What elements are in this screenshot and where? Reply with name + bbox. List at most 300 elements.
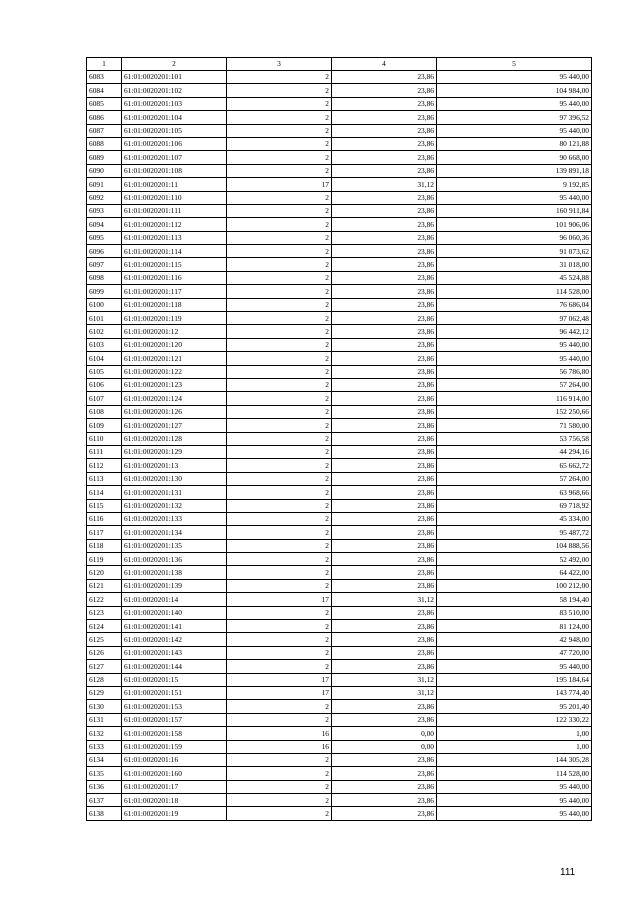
group-cell: 2 (227, 753, 332, 766)
table-row (87, 686, 592, 699)
value-cell: 58 194,40 (437, 593, 592, 606)
rate-cell: 23,86 (332, 151, 437, 164)
rate-cell: 23,86 (332, 713, 437, 726)
value-cell: 69 718,92 (437, 499, 592, 512)
table-row (87, 593, 592, 606)
rate-cell: 23,86 (332, 526, 437, 539)
group-cell: 2 (227, 365, 332, 378)
value-cell: 160 911,84 (437, 204, 592, 217)
value-cell: 95 440,00 (437, 124, 592, 137)
value-cell: 114 528,00 (437, 285, 592, 298)
row-number-cell: 6132 (87, 727, 122, 740)
rate-cell: 23,86 (332, 539, 437, 552)
row-number-cell: 6099 (87, 285, 122, 298)
value-cell: 64 422,00 (437, 566, 592, 579)
cadastral-number-cell: 61:01:0020201:14 (122, 593, 227, 606)
table-row (87, 258, 592, 271)
table-row (87, 700, 592, 713)
cadastral-number-cell: 61:01:0020201:142 (122, 633, 227, 646)
row-number-cell: 6094 (87, 218, 122, 231)
table-row (87, 245, 592, 258)
group-cell: 16 (227, 727, 332, 740)
value-cell: 42 948,00 (437, 633, 592, 646)
rate-cell: 23,86 (332, 405, 437, 418)
row-number-cell: 6092 (87, 191, 122, 204)
cadastral-number-cell: 61:01:0020201:121 (122, 352, 227, 365)
cadastral-number-cell: 61:01:0020201:118 (122, 298, 227, 311)
rate-cell: 31,12 (332, 593, 437, 606)
rate-cell: 23,86 (332, 325, 437, 338)
value-cell: 97 396,52 (437, 111, 592, 124)
value-cell: 45 524,88 (437, 271, 592, 284)
table-row (87, 727, 592, 740)
row-number-cell: 6083 (87, 71, 122, 84)
value-cell: 1,00 (437, 727, 592, 740)
value-cell: 95 440,00 (437, 338, 592, 351)
row-number-cell: 6135 (87, 767, 122, 780)
value-cell: 95 440,00 (437, 780, 592, 793)
group-cell: 2 (227, 191, 332, 204)
group-cell: 2 (227, 459, 332, 472)
group-cell: 2 (227, 325, 332, 338)
table-row (87, 312, 592, 325)
group-cell: 2 (227, 137, 332, 150)
table-row (87, 794, 592, 807)
group-cell: 2 (227, 405, 332, 418)
group-cell: 2 (227, 271, 332, 284)
table-row (87, 713, 592, 726)
group-cell: 2 (227, 352, 332, 365)
row-number-cell: 6110 (87, 432, 122, 445)
cadastral-number-cell: 61:01:0020201:153 (122, 700, 227, 713)
group-cell: 2 (227, 606, 332, 619)
rate-cell: 23,86 (332, 553, 437, 566)
cadastral-number-cell: 61:01:0020201:16 (122, 753, 227, 766)
cadastral-number-cell: 61:01:0020201:12 (122, 325, 227, 338)
cadastral-number-cell: 61:01:0020201:18 (122, 794, 227, 807)
rate-cell: 31,12 (332, 178, 437, 191)
cadastral-number-cell: 61:01:0020201:128 (122, 432, 227, 445)
rate-cell: 23,86 (332, 164, 437, 177)
row-number-cell: 6103 (87, 338, 122, 351)
table-row (87, 646, 592, 659)
rate-cell: 23,86 (332, 84, 437, 97)
value-cell: 91 073,62 (437, 245, 592, 258)
value-cell: 76 686,04 (437, 298, 592, 311)
rate-cell: 0,00 (332, 727, 437, 740)
table-row (87, 606, 592, 619)
row-number-cell: 6115 (87, 499, 122, 512)
rate-cell: 23,86 (332, 245, 437, 258)
value-cell: 104 984,00 (437, 84, 592, 97)
rate-cell: 23,86 (332, 285, 437, 298)
cadastral-number-cell: 61:01:0020201:115 (122, 258, 227, 271)
table-row (87, 392, 592, 405)
table-row (87, 137, 592, 150)
rate-cell: 23,86 (332, 486, 437, 499)
cadastral-number-cell: 61:01:0020201:11 (122, 178, 227, 191)
rate-cell: 23,86 (332, 111, 437, 124)
rate-cell: 23,86 (332, 419, 437, 432)
table-row (87, 459, 592, 472)
group-cell: 17 (227, 673, 332, 686)
cadastral-number-cell: 61:01:0020201:105 (122, 124, 227, 137)
group-cell: 2 (227, 432, 332, 445)
group-cell: 2 (227, 258, 332, 271)
table-row (87, 499, 592, 512)
table-row (87, 378, 592, 391)
column-header: 4 (332, 58, 437, 71)
cadastral-number-cell: 61:01:0020201:135 (122, 539, 227, 552)
group-cell: 2 (227, 419, 332, 432)
group-cell: 17 (227, 178, 332, 191)
value-cell: 80 121,88 (437, 137, 592, 150)
rate-cell: 23,86 (332, 191, 437, 204)
cadastral-number-cell: 61:01:0020201:141 (122, 620, 227, 633)
table-row (87, 432, 592, 445)
row-number-cell: 6098 (87, 271, 122, 284)
value-cell: 31 018,00 (437, 258, 592, 271)
rate-cell: 31,12 (332, 673, 437, 686)
row-number-cell: 6134 (87, 753, 122, 766)
cadastral-number-cell: 61:01:0020201:13 (122, 459, 227, 472)
group-cell: 2 (227, 700, 332, 713)
rate-cell: 23,86 (332, 218, 437, 231)
row-number-cell: 6101 (87, 312, 122, 325)
value-cell: 1,00 (437, 740, 592, 753)
row-number-cell: 6116 (87, 512, 122, 525)
cadastral-number-cell: 61:01:0020201:140 (122, 606, 227, 619)
group-cell: 2 (227, 579, 332, 592)
value-cell: 65 662,72 (437, 459, 592, 472)
value-cell: 90 668,00 (437, 151, 592, 164)
value-cell: 97 062,48 (437, 312, 592, 325)
group-cell: 2 (227, 111, 332, 124)
row-number-cell: 6128 (87, 673, 122, 686)
rate-cell: 23,86 (332, 124, 437, 137)
group-cell: 2 (227, 84, 332, 97)
cadastral-number-cell: 61:01:0020201:134 (122, 526, 227, 539)
row-number-cell: 6088 (87, 137, 122, 150)
row-number-cell: 6129 (87, 686, 122, 699)
table-row (87, 780, 592, 793)
table-row (87, 191, 592, 204)
row-number-cell: 6106 (87, 378, 122, 391)
row-number-cell: 6089 (87, 151, 122, 164)
table-row (87, 218, 592, 231)
cadastral-number-cell: 61:01:0020201:102 (122, 84, 227, 97)
rate-cell: 23,86 (332, 566, 437, 579)
value-cell: 195 184,64 (437, 673, 592, 686)
cadastral-number-cell: 61:01:0020201:103 (122, 97, 227, 110)
cadastral-number-cell: 61:01:0020201:126 (122, 405, 227, 418)
cadastral-number-cell: 61:01:0020201:144 (122, 660, 227, 673)
cadastral-number-cell: 61:01:0020201:130 (122, 472, 227, 485)
value-cell: 45 334,00 (437, 512, 592, 525)
table-row (87, 445, 592, 458)
row-number-cell: 6120 (87, 566, 122, 579)
column-header: 5 (437, 58, 592, 71)
rate-cell: 23,86 (332, 365, 437, 378)
table-row (87, 178, 592, 191)
table-row (87, 338, 592, 351)
table-row (87, 271, 592, 284)
cadastral-number-cell: 61:01:0020201:113 (122, 231, 227, 244)
table-row (87, 164, 592, 177)
row-number-cell: 6096 (87, 245, 122, 258)
table-row (87, 71, 592, 84)
table-row (87, 807, 592, 820)
group-cell: 2 (227, 472, 332, 485)
cadastral-number-cell: 61:01:0020201:116 (122, 271, 227, 284)
value-cell: 95 440,00 (437, 352, 592, 365)
value-cell: 116 914,00 (437, 392, 592, 405)
cadastral-number-cell: 61:01:0020201:143 (122, 646, 227, 659)
cadastral-number-cell: 61:01:0020201:160 (122, 767, 227, 780)
table-row (87, 539, 592, 552)
value-cell: 95 440,00 (437, 191, 592, 204)
row-number-cell: 6111 (87, 445, 122, 458)
cadastral-number-cell: 61:01:0020201:112 (122, 218, 227, 231)
cadastral-number-cell: 61:01:0020201:101 (122, 71, 227, 84)
table-row (87, 767, 592, 780)
value-cell: 95 440,00 (437, 660, 592, 673)
row-number-cell: 6125 (87, 633, 122, 646)
row-number-cell: 6122 (87, 593, 122, 606)
value-cell: 56 786,80 (437, 365, 592, 378)
value-cell: 63 968,66 (437, 486, 592, 499)
group-cell: 2 (227, 378, 332, 391)
rate-cell: 23,86 (332, 137, 437, 150)
cadastral-number-cell: 61:01:0020201:127 (122, 419, 227, 432)
column-header: 2 (122, 58, 227, 71)
group-cell: 16 (227, 740, 332, 753)
row-number-cell: 6126 (87, 646, 122, 659)
rate-cell: 23,86 (332, 97, 437, 110)
cadastral-number-cell: 61:01:0020201:17 (122, 780, 227, 793)
cadastral-number-cell: 61:01:0020201:110 (122, 191, 227, 204)
cadastral-number-cell: 61:01:0020201:111 (122, 204, 227, 217)
data-table (86, 57, 592, 821)
group-cell: 2 (227, 660, 332, 673)
cadastral-number-cell: 61:01:0020201:15 (122, 673, 227, 686)
rate-cell: 23,86 (332, 499, 437, 512)
group-cell: 2 (227, 71, 332, 84)
row-number-cell: 6087 (87, 124, 122, 137)
row-number-cell: 6112 (87, 459, 122, 472)
row-number-cell: 6085 (87, 97, 122, 110)
row-number-cell: 6118 (87, 539, 122, 552)
table-row (87, 84, 592, 97)
table-row (87, 352, 592, 365)
table-row (87, 151, 592, 164)
value-cell: 139 891,18 (437, 164, 592, 177)
rate-cell: 23,86 (332, 646, 437, 659)
group-cell: 2 (227, 767, 332, 780)
value-cell: 104 888,56 (437, 539, 592, 552)
cadastral-number-cell: 61:01:0020201:108 (122, 164, 227, 177)
row-number-cell: 6090 (87, 164, 122, 177)
value-cell: 44 294,16 (437, 445, 592, 458)
rate-cell: 23,86 (332, 579, 437, 592)
rate-cell: 23,86 (332, 660, 437, 673)
group-cell: 2 (227, 97, 332, 110)
row-number-cell: 6084 (87, 84, 122, 97)
cadastral-number-cell: 61:01:0020201:133 (122, 512, 227, 525)
rate-cell: 23,86 (332, 432, 437, 445)
value-cell: 95 440,00 (437, 97, 592, 110)
group-cell: 2 (227, 526, 332, 539)
table-row (87, 673, 592, 686)
page-number: 111 (560, 867, 576, 878)
rate-cell: 23,86 (332, 258, 437, 271)
row-number-cell: 6113 (87, 472, 122, 485)
cadastral-number-cell: 61:01:0020201:106 (122, 137, 227, 150)
rate-cell: 23,86 (332, 794, 437, 807)
cadastral-number-cell: 61:01:0020201:157 (122, 713, 227, 726)
group-cell: 2 (227, 338, 332, 351)
row-number-cell: 6086 (87, 111, 122, 124)
rate-cell: 23,86 (332, 445, 437, 458)
cadastral-number-cell: 61:01:0020201:120 (122, 338, 227, 351)
row-number-cell: 6123 (87, 606, 122, 619)
value-cell: 52 492,00 (437, 553, 592, 566)
row-number-cell: 6097 (87, 258, 122, 271)
cadastral-number-cell: 61:01:0020201:136 (122, 553, 227, 566)
value-cell: 95 440,00 (437, 807, 592, 820)
cadastral-number-cell: 61:01:0020201:122 (122, 365, 227, 378)
value-cell: 122 330,22 (437, 713, 592, 726)
value-cell: 53 756,58 (437, 432, 592, 445)
row-number-cell: 6124 (87, 620, 122, 633)
value-cell: 57 264,00 (437, 378, 592, 391)
group-cell: 2 (227, 620, 332, 633)
rate-cell: 23,86 (332, 459, 437, 472)
rate-cell: 23,86 (332, 606, 437, 619)
group-cell: 2 (227, 312, 332, 325)
row-number-cell: 6130 (87, 700, 122, 713)
column-header: 1 (87, 58, 122, 71)
row-number-cell: 6095 (87, 231, 122, 244)
rate-cell: 31,12 (332, 686, 437, 699)
table-row (87, 486, 592, 499)
table-row (87, 472, 592, 485)
group-cell: 2 (227, 633, 332, 646)
group-cell: 2 (227, 245, 332, 258)
cadastral-number-cell: 61:01:0020201:117 (122, 285, 227, 298)
group-cell: 2 (227, 124, 332, 137)
cadastral-number-cell: 61:01:0020201:129 (122, 445, 227, 458)
rate-cell: 23,86 (332, 378, 437, 391)
rate-cell: 23,86 (332, 753, 437, 766)
rate-cell: 0,00 (332, 740, 437, 753)
row-number-cell: 6104 (87, 352, 122, 365)
cadastral-number-cell: 61:01:0020201:123 (122, 378, 227, 391)
row-number-cell: 6108 (87, 405, 122, 418)
row-number-cell: 6138 (87, 807, 122, 820)
cadastral-number-cell: 61:01:0020201:158 (122, 727, 227, 740)
table-body (87, 71, 592, 821)
group-cell: 2 (227, 646, 332, 659)
rate-cell: 23,86 (332, 780, 437, 793)
group-cell: 2 (227, 218, 332, 231)
row-number-cell: 6119 (87, 553, 122, 566)
group-cell: 2 (227, 512, 332, 525)
cadastral-number-cell: 61:01:0020201:159 (122, 740, 227, 753)
cadastral-number-cell: 61:01:0020201:114 (122, 245, 227, 258)
row-number-cell: 6131 (87, 713, 122, 726)
value-cell: 71 580,00 (437, 419, 592, 432)
table-row (87, 512, 592, 525)
value-cell: 100 212,00 (437, 579, 592, 592)
rate-cell: 23,86 (332, 271, 437, 284)
rate-cell: 23,86 (332, 767, 437, 780)
row-number-cell: 6093 (87, 204, 122, 217)
table-row (87, 405, 592, 418)
group-cell: 2 (227, 231, 332, 244)
rate-cell: 23,86 (332, 204, 437, 217)
row-number-cell: 6091 (87, 178, 122, 191)
rate-cell: 23,86 (332, 71, 437, 84)
table-row (87, 285, 592, 298)
header-row (87, 58, 592, 71)
cadastral-number-cell: 61:01:0020201:104 (122, 111, 227, 124)
value-cell: 114 528,00 (437, 767, 592, 780)
cadastral-number-cell: 61:01:0020201:107 (122, 151, 227, 164)
group-cell: 2 (227, 807, 332, 820)
value-cell: 95 487,72 (437, 526, 592, 539)
table-row (87, 740, 592, 753)
group-cell: 2 (227, 539, 332, 552)
group-cell: 2 (227, 713, 332, 726)
group-cell: 2 (227, 486, 332, 499)
value-cell: 152 250,66 (437, 405, 592, 418)
value-cell: 95 440,00 (437, 71, 592, 84)
value-cell: 96 060,36 (437, 231, 592, 244)
cadastral-number-cell: 61:01:0020201:151 (122, 686, 227, 699)
rate-cell: 23,86 (332, 352, 437, 365)
cadastral-number-cell: 61:01:0020201:124 (122, 392, 227, 405)
table-row (87, 566, 592, 579)
value-cell: 144 305,28 (437, 753, 592, 766)
rate-cell: 23,86 (332, 512, 437, 525)
rate-cell: 23,86 (332, 472, 437, 485)
table-row (87, 579, 592, 592)
cadastral-number-cell: 61:01:0020201:119 (122, 312, 227, 325)
table-row (87, 620, 592, 633)
cadastral-number-cell: 61:01:0020201:19 (122, 807, 227, 820)
group-cell: 2 (227, 780, 332, 793)
group-cell: 2 (227, 553, 332, 566)
rate-cell: 23,86 (332, 700, 437, 713)
table-row (87, 298, 592, 311)
group-cell: 2 (227, 298, 332, 311)
table-row (87, 633, 592, 646)
value-cell: 57 264,00 (437, 472, 592, 485)
cadastral-number-cell: 61:01:0020201:138 (122, 566, 227, 579)
value-cell: 47 720,00 (437, 646, 592, 659)
group-cell: 2 (227, 794, 332, 807)
row-number-cell: 6109 (87, 419, 122, 432)
rate-cell: 23,86 (332, 620, 437, 633)
rate-cell: 23,86 (332, 807, 437, 820)
row-number-cell: 6133 (87, 740, 122, 753)
group-cell: 2 (227, 285, 332, 298)
group-cell: 2 (227, 151, 332, 164)
rate-cell: 23,86 (332, 312, 437, 325)
cadastral-number-cell: 61:01:0020201:131 (122, 486, 227, 499)
table-row (87, 419, 592, 432)
